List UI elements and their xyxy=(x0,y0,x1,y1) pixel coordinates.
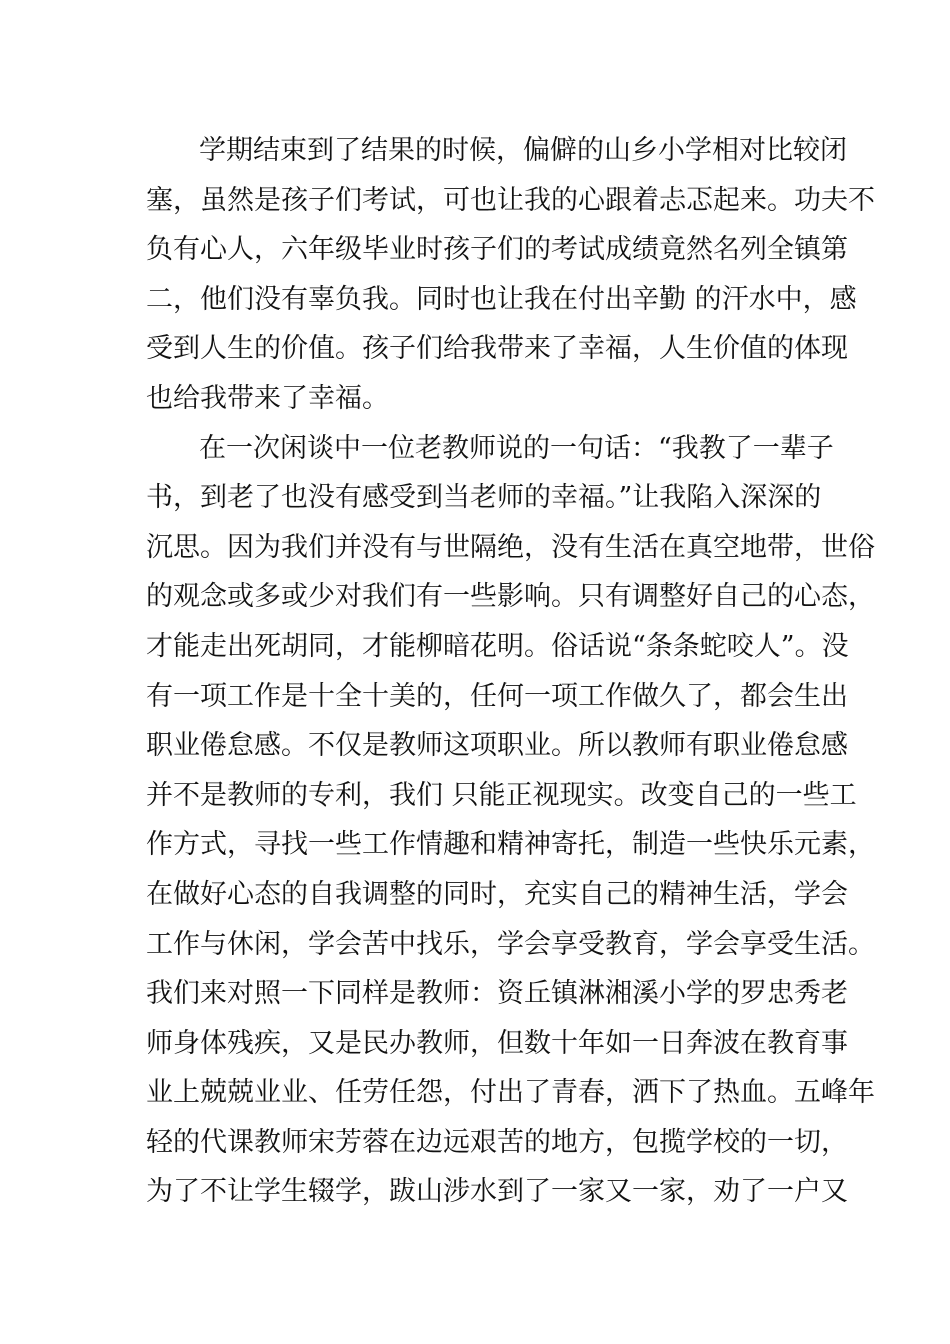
text-line: 也给我带来了幸福。 xyxy=(146,382,389,414)
text-line: 作方式，寻找一些工作情趣和精神寄托，制造一些快乐元素， xyxy=(146,829,875,861)
text-line: 二，他们没有辜负我。同时也让我在付出辛勤 的汗水中，感 xyxy=(146,283,857,315)
text-line: 才能走出死胡同，才能柳暗花明。俗话说“条条蛇咬人”。没 xyxy=(146,630,849,662)
document-body xyxy=(146,126,875,1217)
text-line: 塞，虽然是孩子们考试，可也让我的心跟着忐忑起来。功夫不 xyxy=(146,184,875,216)
text-line: 并不是教师的专利，我们 只能正视现实。改变自己的一些工 xyxy=(146,779,857,811)
text-line: 的观念或多或少对我们有一些影响。只有调整好自己的心态， xyxy=(146,581,875,613)
text-line: 业上兢兢业业、任劳任怨，付出了青春，洒下了热血。五峰年 xyxy=(146,1077,875,1109)
text-line: 职业倦怠感。不仅是教师这项职业。所以教师有职业倦怠感 xyxy=(146,730,848,762)
text-line: 受到人生的价值。孩子们给我带来了幸福，人生价值的体现 xyxy=(146,333,848,365)
text-line: 学期结束到了结果的时候，偏僻的山乡小学相对比较闭 xyxy=(199,135,847,166)
text-line: 在一次闲谈中一位老教师说的一句话：“我教了一辈子 xyxy=(199,432,834,464)
text-line: 师身体残疾，又是民办教师，但数十年如一日奔波在教育事 xyxy=(146,1027,848,1059)
text-line: 沉思。因为我们并没有与世隔绝，没有生活在真空地带，世俗 xyxy=(146,531,875,563)
text-line: 在做好心态的自我调整的同时，充实自己的精神生活，学会 xyxy=(146,878,848,910)
text-line: 有一项工作是十全十美的，任何一项工作做久了，都会生出 xyxy=(146,680,848,712)
paragraph-1 xyxy=(146,126,875,424)
text-line: 书，到老了也没有感受到当老师的幸福。”让我陷入深深的 xyxy=(146,482,822,514)
text-line: 负有心人，六年级毕业时孩子们的考试成绩竟然名列全镇第 xyxy=(146,234,848,266)
text-line: 工作与休闲，学会苦中找乐，学会享受教育，学会享受生活。 xyxy=(146,928,875,960)
text-line: 轻的代课教师宋芳蓉在边远艰苦的地方，包揽学校的一切， xyxy=(146,1126,848,1158)
text-line: 我们来对照一下同样是教师：资丘镇淋湘溪小学的罗忠秀老 xyxy=(146,978,848,1010)
text-line: 为了不让学生辍学，跋山涉水到了一家又一家，劝了一户又 xyxy=(146,1176,848,1208)
paragraph-2 xyxy=(146,424,875,1218)
